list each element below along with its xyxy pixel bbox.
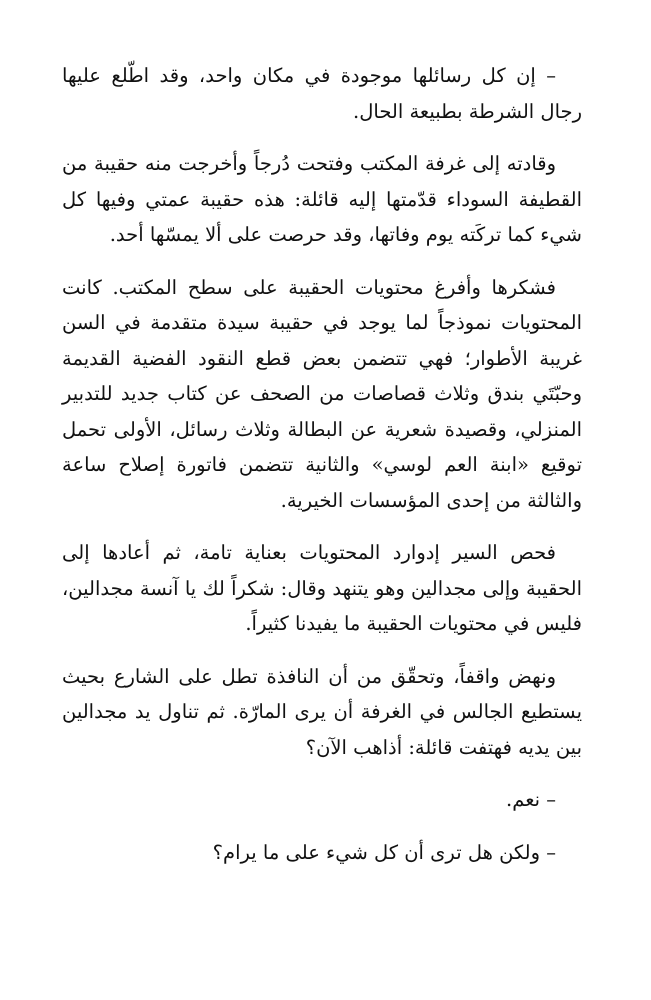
paragraph-5: ونهض واقفاً، وتحقّق من أن النافذة تطل على الشارع بحيث يستطيع الجالس في الغرفة أن يرى المارّة. ثم تناول يد مجدالين بين يديه فهتفت قائلة: أذاهب الآن؟ <box>62 664 582 759</box>
paragraph-2: وقادته إلى غرفة المكتب وفتحت دُرجاً وأخرجت منه حقيبة من القطيفة السوداء قدّمتها إليه قائلة: هذه حقيبة عمتي وفيها كل شيء كما تركَته يوم وفاتها، وقد حرصت على ألا يمسّها أحد. <box>62 152 582 246</box>
paragraph-6: – نعم. <box>506 788 556 811</box>
paragraph-4: فحص السير إدوارد المحتويات بعناية تامة، ثم أعادها إلى الحقيبة وإلى مجدالين وهو يتنهد وقال: شكراً لك يا آنسة مجدالين، فليس في محتويات الحقيبة ما يفيدنا كثيراً. <box>62 541 582 635</box>
paragraph-1: – إن كل رسائلها موجودة في مكان واحد، وقد اطّلع عليها رجال الشرطة بطبيعة الحال. <box>62 64 582 123</box>
paragraph-7: – ولكن هل ترى أن كل شيء على ما يرام؟ <box>212 840 556 864</box>
paragraph-3: فشكرها وأفرغ محتويات الحقيبة على سطح المكتب. كانت المحتويات نموذجاً لما يوجد في حقيبة سيدة متقدمة في السن غريبة الأطوار؛ فهي تتضمن بعض قطع النقود الفضية القديمة وحبّتَي بندق وثلاث قصاصات من الصحف عن كتاب جديد للتدبير المنزلي، وقصيدة شعرية عن البطالة وثلاث رسائل، الأولى تحمل توقيع «ابنة العم لوسي» والثانية تتضمن فاتورة إصلاح ساعة والثالثة من إحدى المؤسسات الخيرية. <box>62 275 582 512</box>
book-page <box>62 58 582 887</box>
